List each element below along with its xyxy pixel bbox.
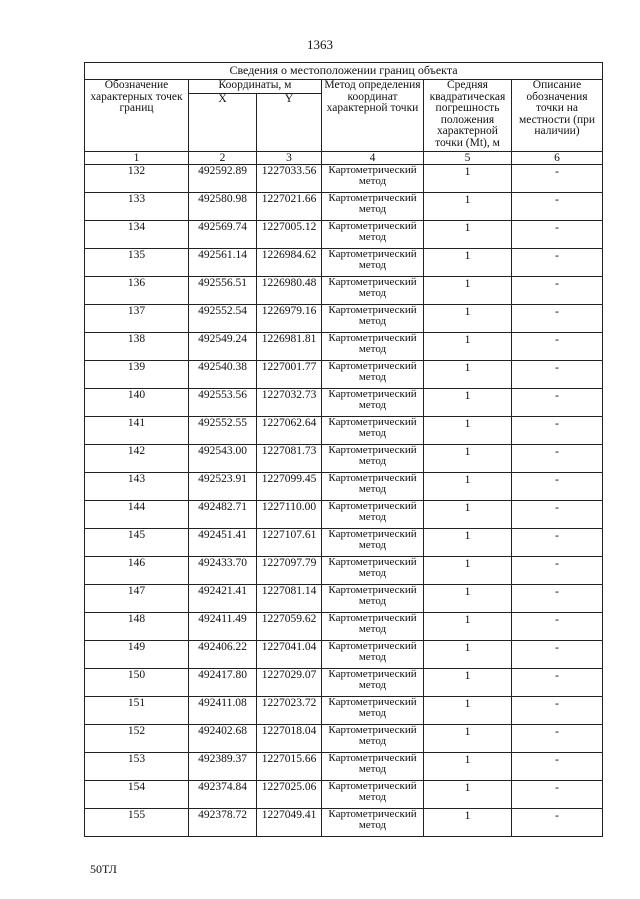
boundary-coordinates-table <box>84 62 603 837</box>
cell-error: 1 <box>424 585 512 613</box>
table-row <box>85 781 603 809</box>
cell-error: 1 <box>424 501 512 529</box>
cell-error: 1 <box>424 221 512 249</box>
header-y: Y <box>257 94 322 152</box>
cell-x: 492540.38 <box>189 361 257 389</box>
cell-y: 1226980.48 <box>257 277 322 305</box>
cell-error: 1 <box>424 473 512 501</box>
cell-method: Картометрический метод <box>322 417 424 445</box>
cell-method: Картометрический метод <box>322 669 424 697</box>
table-row <box>85 585 603 613</box>
cell-y: 1227023.72 <box>257 697 322 725</box>
column-number: 4 <box>322 152 424 165</box>
cell-description: - <box>512 725 603 753</box>
table-row <box>85 333 603 361</box>
cell-description: - <box>512 445 603 473</box>
cell-error: 1 <box>424 305 512 333</box>
cell-point: 142 <box>85 445 189 473</box>
table-row <box>85 389 603 417</box>
cell-x: 492543.00 <box>189 445 257 473</box>
cell-error: 1 <box>424 333 512 361</box>
header-method: Метод определения координат характерной точки <box>322 80 424 152</box>
cell-description: - <box>512 417 603 445</box>
table-body <box>85 165 603 837</box>
cell-x: 492561.14 <box>189 249 257 277</box>
cell-method: Картометрический метод <box>322 277 424 305</box>
table-row <box>85 445 603 473</box>
table-row <box>85 641 603 669</box>
cell-method: Картометрический метод <box>322 641 424 669</box>
cell-y: 1227033.56 <box>257 165 322 193</box>
cell-description: - <box>512 249 603 277</box>
cell-y: 1227110.00 <box>257 501 322 529</box>
column-numbers-row <box>85 152 603 165</box>
cell-description: - <box>512 641 603 669</box>
cell-method: Картометрический метод <box>322 333 424 361</box>
page-number: 1363 <box>307 37 333 52</box>
cell-point: 154 <box>85 781 189 809</box>
cell-point: 139 <box>85 361 189 389</box>
cell-y: 1227097.79 <box>257 557 322 585</box>
cell-y: 1227001.77 <box>257 361 322 389</box>
table-row <box>85 753 603 781</box>
cell-x: 492402.68 <box>189 725 257 753</box>
cell-error: 1 <box>424 557 512 585</box>
table-row <box>85 277 603 305</box>
cell-x: 492482.71 <box>189 501 257 529</box>
table-row <box>85 697 603 725</box>
table-row <box>85 249 603 277</box>
cell-method: Картометрический метод <box>322 809 424 837</box>
cell-error: 1 <box>424 641 512 669</box>
column-number: 3 <box>257 152 322 165</box>
cell-error: 1 <box>424 249 512 277</box>
cell-point: 143 <box>85 473 189 501</box>
column-number: 2 <box>189 152 257 165</box>
cell-point: 149 <box>85 641 189 669</box>
cell-point: 132 <box>85 165 189 193</box>
cell-point: 148 <box>85 613 189 641</box>
cell-description: - <box>512 809 603 837</box>
cell-y: 1226979.16 <box>257 305 322 333</box>
cell-x: 492556.51 <box>189 277 257 305</box>
table-row <box>85 809 603 837</box>
table-row <box>85 193 603 221</box>
cell-point: 134 <box>85 221 189 249</box>
cell-x: 492421.41 <box>189 585 257 613</box>
cell-method: Картометрический метод <box>322 193 424 221</box>
cell-error: 1 <box>424 417 512 445</box>
cell-description: - <box>512 529 603 557</box>
cell-description: - <box>512 221 603 249</box>
cell-x: 492592.89 <box>189 165 257 193</box>
cell-error: 1 <box>424 165 512 193</box>
cell-method: Картометрический метод <box>322 585 424 613</box>
table-row <box>85 725 603 753</box>
cell-method: Картометрический метод <box>322 725 424 753</box>
cell-y: 1227015.66 <box>257 753 322 781</box>
column-number: 6 <box>512 152 603 165</box>
table-row <box>85 305 603 333</box>
cell-error: 1 <box>424 193 512 221</box>
table-row <box>85 221 603 249</box>
cell-y: 1227049.41 <box>257 809 322 837</box>
cell-point: 140 <box>85 389 189 417</box>
cell-error: 1 <box>424 725 512 753</box>
cell-description: - <box>512 473 603 501</box>
cell-error: 1 <box>424 697 512 725</box>
cell-x: 492374.84 <box>189 781 257 809</box>
cell-x: 492523.91 <box>189 473 257 501</box>
column-number: 5 <box>424 152 512 165</box>
cell-y: 1227059.62 <box>257 613 322 641</box>
cell-y: 1227005.12 <box>257 221 322 249</box>
cell-error: 1 <box>424 445 512 473</box>
table-row <box>85 501 603 529</box>
cell-method: Картометрический метод <box>322 781 424 809</box>
cell-y: 1226981.81 <box>257 333 322 361</box>
cell-y: 1227021.66 <box>257 193 322 221</box>
header-x: X <box>189 94 257 152</box>
cell-point: 152 <box>85 725 189 753</box>
cell-method: Картометрический метод <box>322 389 424 417</box>
cell-description: - <box>512 697 603 725</box>
cell-method: Картометрический метод <box>322 473 424 501</box>
cell-method: Картометрический метод <box>322 305 424 333</box>
cell-point: 145 <box>85 529 189 557</box>
cell-y: 1227032.73 <box>257 389 322 417</box>
cell-method: Картометрический метод <box>322 753 424 781</box>
cell-x: 492411.49 <box>189 613 257 641</box>
cell-error: 1 <box>424 669 512 697</box>
cell-x: 492580.98 <box>189 193 257 221</box>
cell-y: 1227041.04 <box>257 641 322 669</box>
cell-method: Картометрический метод <box>322 529 424 557</box>
cell-method: Картометрический метод <box>322 445 424 473</box>
cell-x: 492378.72 <box>189 809 257 837</box>
cell-x: 492569.74 <box>189 221 257 249</box>
cell-y: 1226984.62 <box>257 249 322 277</box>
cell-x: 492552.55 <box>189 417 257 445</box>
cell-description: - <box>512 557 603 585</box>
cell-error: 1 <box>424 277 512 305</box>
cell-description: - <box>512 305 603 333</box>
cell-description: - <box>512 585 603 613</box>
cell-method: Картометрический метод <box>322 697 424 725</box>
cell-description: - <box>512 613 603 641</box>
table-row <box>85 529 603 557</box>
cell-x: 492553.56 <box>189 389 257 417</box>
cell-method: Картометрический метод <box>322 165 424 193</box>
cell-point: 136 <box>85 277 189 305</box>
cell-point: 151 <box>85 697 189 725</box>
cell-description: - <box>512 753 603 781</box>
cell-description: - <box>512 165 603 193</box>
cell-point: 150 <box>85 669 189 697</box>
cell-point: 147 <box>85 585 189 613</box>
cell-error: 1 <box>424 753 512 781</box>
cell-point: 135 <box>85 249 189 277</box>
cell-y: 1227099.45 <box>257 473 322 501</box>
cell-method: Картометрический метод <box>322 249 424 277</box>
header-description: Описание обозначения точки на местности (при наличии) <box>512 80 603 152</box>
cell-description: - <box>512 669 603 697</box>
cell-description: - <box>512 361 603 389</box>
cell-y: 1227018.04 <box>257 725 322 753</box>
cell-point: 138 <box>85 333 189 361</box>
header-coordinates: Координаты, м <box>189 80 322 94</box>
table-row <box>85 613 603 641</box>
cell-point: 133 <box>85 193 189 221</box>
cell-x: 492433.70 <box>189 557 257 585</box>
table-row <box>85 417 603 445</box>
cell-y: 1227107.61 <box>257 529 322 557</box>
footer-mark: 50ТЛ <box>90 862 117 876</box>
table-row <box>85 165 603 193</box>
column-number: 1 <box>85 152 189 165</box>
table-row <box>85 473 603 501</box>
cell-description: - <box>512 333 603 361</box>
cell-point: 141 <box>85 417 189 445</box>
table-row <box>85 557 603 585</box>
cell-error: 1 <box>424 361 512 389</box>
cell-y: 1227029.07 <box>257 669 322 697</box>
cell-point: 137 <box>85 305 189 333</box>
cell-point: 146 <box>85 557 189 585</box>
cell-point: 155 <box>85 809 189 837</box>
cell-method: Картометрический метод <box>322 501 424 529</box>
header-error: Средняя квадратическая погрешность положения характерной точки (Mt), м <box>424 80 512 152</box>
cell-error: 1 <box>424 613 512 641</box>
header-point-label: Обозначение характерных точек границ <box>85 80 189 152</box>
cell-error: 1 <box>424 809 512 837</box>
cell-method: Картометрический метод <box>322 613 424 641</box>
cell-description: - <box>512 781 603 809</box>
cell-y: 1227062.64 <box>257 417 322 445</box>
cell-error: 1 <box>424 781 512 809</box>
cell-method: Картометрический метод <box>322 221 424 249</box>
cell-y: 1227081.73 <box>257 445 322 473</box>
cell-y: 1227025.06 <box>257 781 322 809</box>
table-row <box>85 669 603 697</box>
cell-description: - <box>512 389 603 417</box>
table-row <box>85 361 603 389</box>
cell-point: 153 <box>85 753 189 781</box>
cell-method: Картометрический метод <box>322 361 424 389</box>
cell-error: 1 <box>424 529 512 557</box>
cell-method: Картометрический метод <box>322 557 424 585</box>
cell-x: 492389.37 <box>189 753 257 781</box>
cell-point: 144 <box>85 501 189 529</box>
cell-description: - <box>512 277 603 305</box>
cell-x: 492406.22 <box>189 641 257 669</box>
cell-x: 492451.41 <box>189 529 257 557</box>
cell-description: - <box>512 193 603 221</box>
cell-x: 492549.24 <box>189 333 257 361</box>
cell-x: 492552.54 <box>189 305 257 333</box>
cell-error: 1 <box>424 389 512 417</box>
cell-description: - <box>512 501 603 529</box>
cell-x: 492417.80 <box>189 669 257 697</box>
table-caption: Сведения о местоположении границ объекта <box>85 63 603 80</box>
cell-y: 1227081.14 <box>257 585 322 613</box>
cell-x: 492411.08 <box>189 697 257 725</box>
